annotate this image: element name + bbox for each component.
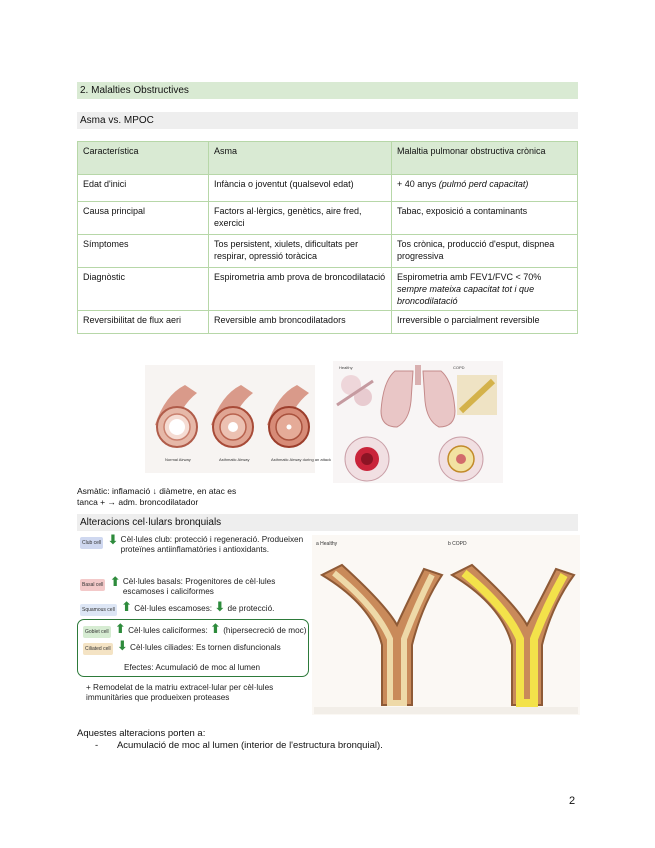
cell-mpoc xyxy=(392,235,578,268)
header-asma: Asma xyxy=(209,142,392,175)
outro-text: Aquestes alteracions porten a: xyxy=(77,728,206,739)
cell-mpoc-note: (pulmó perd capacitat) xyxy=(438,179,529,189)
table-header-row xyxy=(78,142,578,175)
cell-mpoc xyxy=(392,202,578,235)
cell-asma: Reversible amb broncodilatadors xyxy=(209,311,392,334)
cell-mpoc-note: sempre mateixa capacitat tot i que broncodilatació xyxy=(397,284,535,306)
squamous-cell-text: Cèl·lules escamoses: xyxy=(134,604,213,613)
cell-mpoc-main: Tos crònica, producció d'esput, dispnea progressiva xyxy=(397,239,555,261)
healthy-label: Healthy xyxy=(339,365,353,370)
table-row xyxy=(78,175,578,202)
subsection-title: Asma vs. MPOC xyxy=(77,112,578,129)
section-title: 2. Malalties Obstructives xyxy=(77,82,578,99)
ciliated-cell-tag: Ciliated cell xyxy=(83,643,113,655)
legend-strip xyxy=(314,707,578,714)
effects-text: Efectes: Acumulació de moc al lumen xyxy=(124,663,261,672)
copd-label: COPD xyxy=(453,365,465,370)
arrow-down-icon: ⬇ xyxy=(107,532,119,547)
basal-cell-text: Cèl·lules basals: Progenitores de cèl·lules escamoses i caliciformes xyxy=(122,577,276,596)
cell-feature: Causa principal xyxy=(78,202,209,235)
arrow-up-icon: ⬆ xyxy=(114,621,126,636)
cell-mpoc xyxy=(392,175,578,202)
squamous-cell-tag: Squamous cell xyxy=(80,604,117,616)
club-cell-text: Cèl·lules club: protecció i regeneració. Produeixen proteïnes antiinflamatòries i antioxidants. xyxy=(120,535,304,554)
cell-asma: Infància o joventut (qualsevol edat) xyxy=(209,175,392,202)
lungs-figure xyxy=(333,361,503,483)
bullet-text: Acumulació de moc al lumen (interior de l'estructura bronquial). xyxy=(116,740,383,751)
caption-line-1: Asmàtic: inflamació ↓ diàmetre, en atac es xyxy=(77,486,237,496)
cell-feature: Reversibilitat de flux aeri xyxy=(78,311,209,334)
table-row xyxy=(78,202,578,235)
normal-airway-label: Normal Airway xyxy=(165,457,191,462)
bronchial-branches-figure xyxy=(312,535,580,715)
cell-mpoc xyxy=(392,311,578,334)
goblet-cell-text-2: (hipersecreció de moc) xyxy=(223,626,307,635)
arrow-down-icon: ⬇ xyxy=(116,638,128,653)
caption-line-2: tanca + → adm. broncodilatador xyxy=(77,497,199,507)
healthy-cross-section-illustration xyxy=(345,437,389,481)
cell-mpoc xyxy=(392,268,578,311)
bullet-item xyxy=(95,740,383,751)
ciliated-cell-row xyxy=(83,638,308,655)
cell-asma: Tos persistent, xiulets, dificultats per respirar, opressió toràcica xyxy=(209,235,392,268)
arrow-up-icon: ⬆ xyxy=(109,574,121,589)
goblet-cell-tag: Goblet cell xyxy=(83,626,111,638)
squamous-cell-row xyxy=(80,599,312,616)
cell-mpoc-main: Espirometria amb FEV1/FVC < 70% xyxy=(397,272,542,282)
arrow-up-icon: ⬆ xyxy=(210,621,221,636)
header-feature: Característica xyxy=(78,142,209,175)
page-number: 2 xyxy=(569,795,576,807)
table-row xyxy=(78,311,578,334)
remodel-text: + Remodelat de la matriu extracel·lular per cèl·lules immunitàries que produeixen proteases xyxy=(86,683,274,702)
basal-cell-tag: Basal cell xyxy=(80,579,105,591)
arrow-up-icon: ⬆ xyxy=(121,599,132,614)
copd-cross-section-illustration xyxy=(439,437,483,481)
figure-caption xyxy=(77,486,277,508)
goblet-cell-text: Cèl·lules caliciformes: xyxy=(128,626,208,635)
arrow-down-icon: ⬇ xyxy=(214,599,226,614)
ciliated-cell-text: Cèl·lules ciliades: Es tornen disfuncionals xyxy=(130,643,281,652)
basal-cell-row xyxy=(80,574,312,597)
copd-bronchiole-illustration xyxy=(457,375,497,415)
cell-alterations-panel xyxy=(80,532,312,713)
cell-mpoc-main: + 40 anys xyxy=(397,179,439,189)
comparison-table xyxy=(77,141,578,334)
club-cell-tag: Club cell xyxy=(80,537,103,549)
cell-asma: Espirometria amb prova de broncodilatació xyxy=(209,268,392,311)
healthy-branch-label: a Healthy xyxy=(316,541,338,547)
cell-asma: Factors al·lèrgics, genètics, aire fred, exercici xyxy=(209,202,392,235)
table-row xyxy=(78,268,578,311)
club-cell-row xyxy=(80,532,312,555)
cell-feature: Diagnòstic xyxy=(78,268,209,311)
header-mpoc: Malaltia pulmonar obstructiva crònica xyxy=(392,142,578,175)
cell-mpoc-main: Irreversible o parcialment reversible xyxy=(397,315,540,325)
bullet-dash: - xyxy=(95,740,99,751)
asthmatic-airway-label: Asthmatic Airway xyxy=(219,457,250,462)
copd-branch-label: b COPD xyxy=(448,541,467,547)
airway-figure xyxy=(145,365,332,473)
subsection2-title: Alteracions cel·lulars bronquials xyxy=(77,514,578,531)
cell-feature: Edat d'inici xyxy=(78,175,209,202)
attack-airway-label: Asthmatic Airway during an attack xyxy=(271,457,332,462)
squamous-cell-text-2: de protecció. xyxy=(227,604,275,613)
table-row xyxy=(78,235,578,268)
cell-feature: Símptomes xyxy=(78,235,209,268)
goblet-cell-row xyxy=(83,621,308,638)
cell-mpoc-main: Tabac, exposició a contaminants xyxy=(397,206,528,216)
